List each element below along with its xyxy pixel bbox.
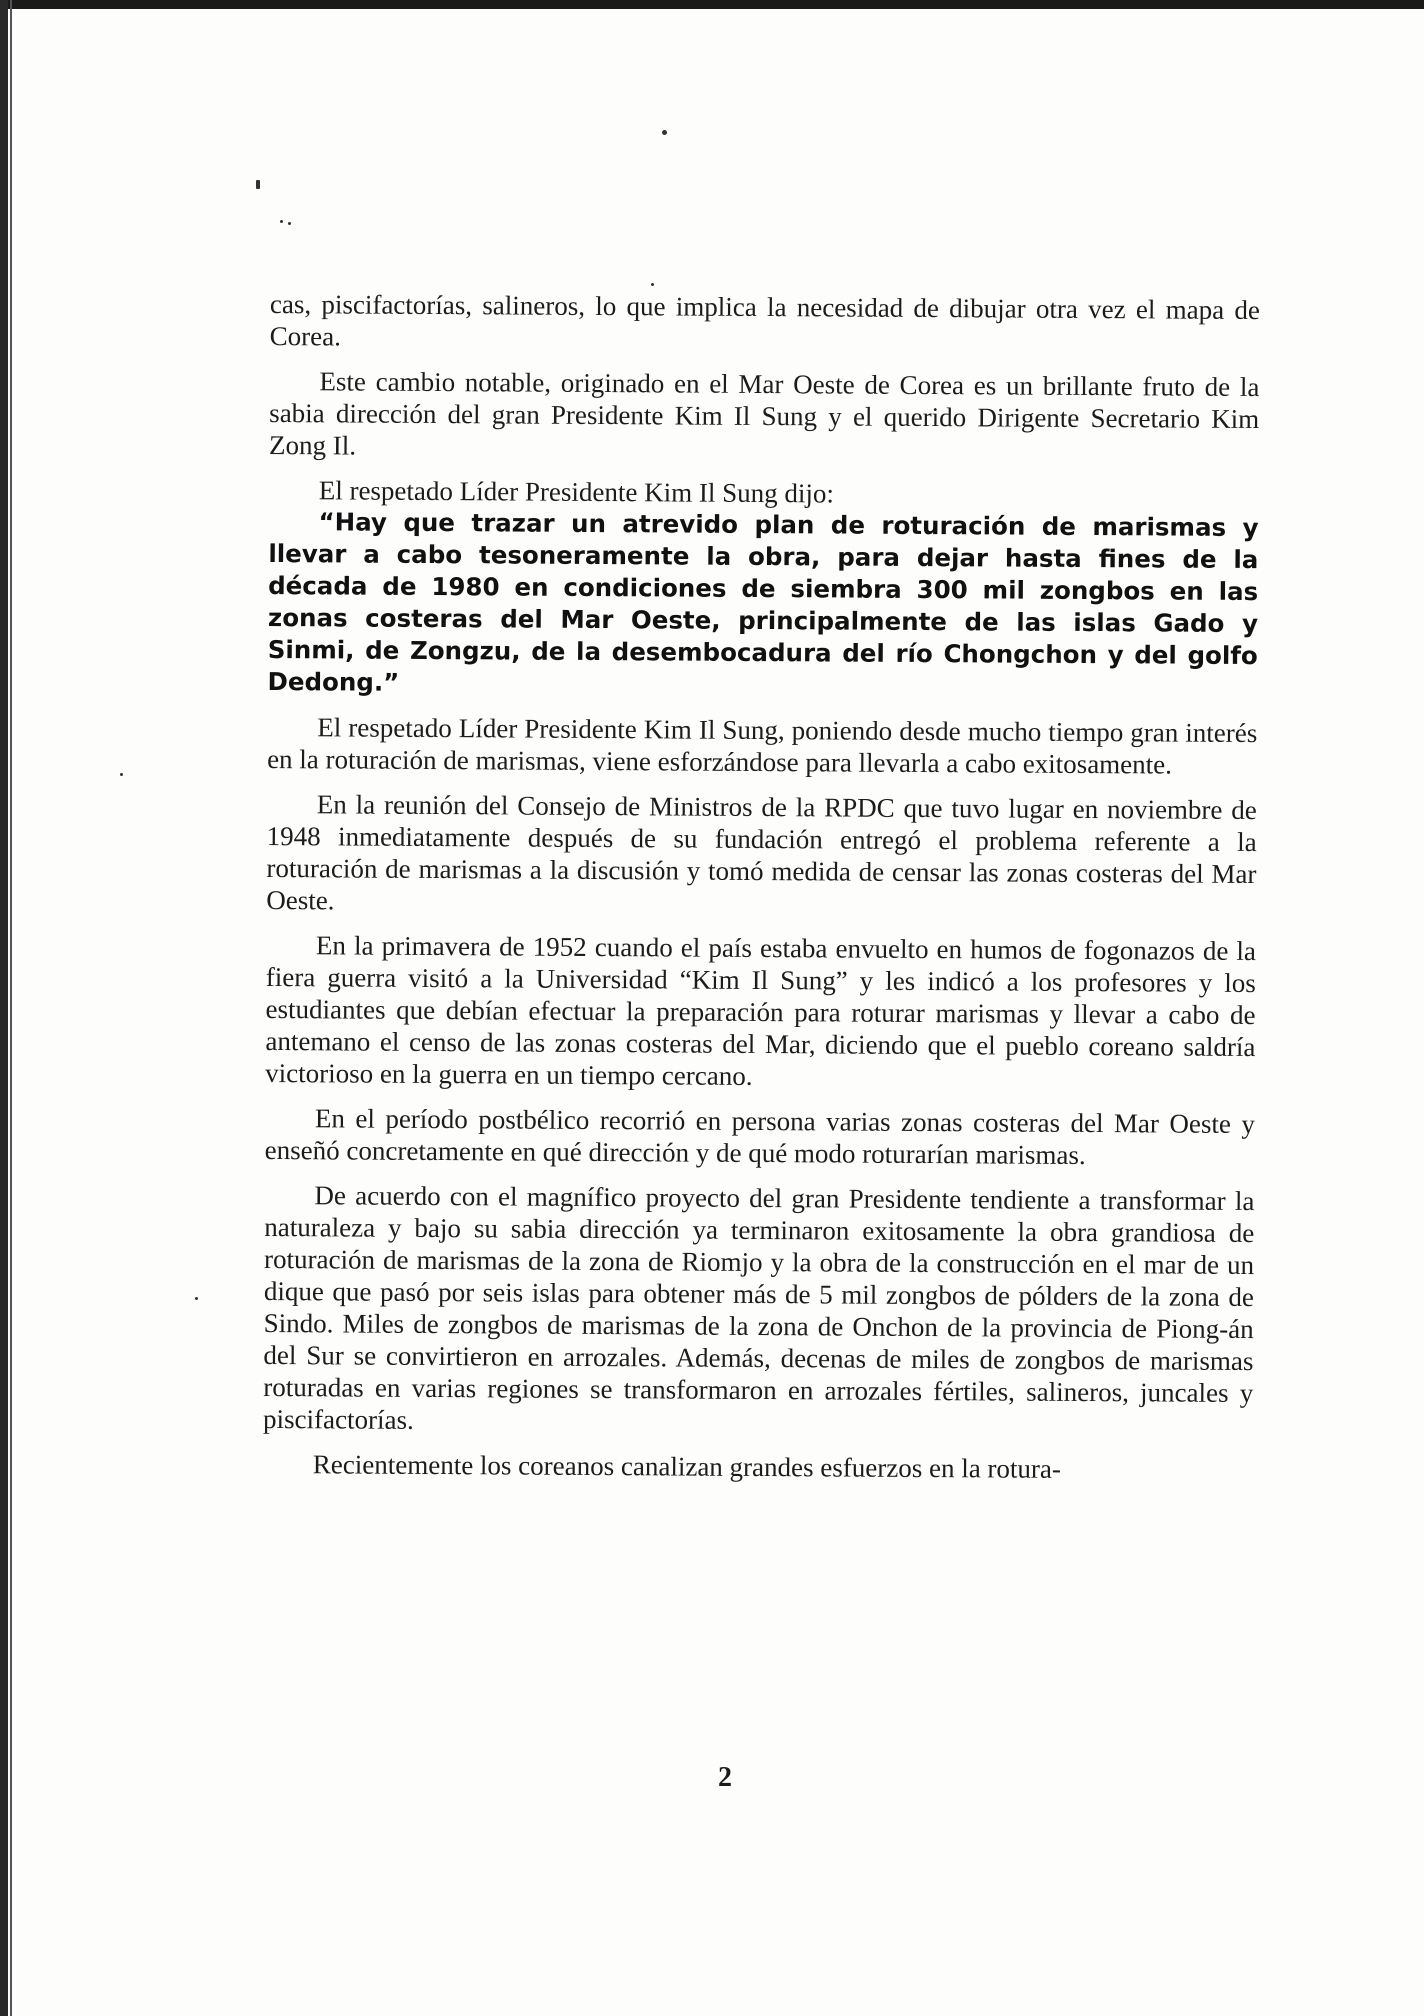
- scan-speck: [195, 1297, 198, 1300]
- page-number: 2: [718, 1762, 732, 1793]
- paragraph: Recientemente los coreanos canalizan grandes esfuerzos en la rotura-: [312, 1449, 1062, 1484]
- paragraph: Este cambio notable, originado en el Mar Oeste de Corea es un brillante fruto de la sabia dirección del gran Presidente Kim Il Sung y el querido Dirigente Secretario Kim Zong Il.: [268, 366, 1260, 461]
- scan-speck: [651, 283, 654, 286]
- scan-speck: [288, 222, 291, 225]
- paragraph: cas, piscifactorías, salineros, lo que implica la necesidad de dibujar otra vez el mapa de Corea.: [269, 288, 1260, 352]
- scan-border-left-inner: [10, 0, 12, 2016]
- scan-border-top: [0, 0, 1424, 9]
- scan-speck: [256, 180, 260, 189]
- paragraph: En la reunión del Consejo de Ministros de la RPDC que tuvo lugar en noviembre de 1948 inmediatamente después de su fundación entregó el problema referente a la roturación de marismas a la discusión y tomó medida de censar las zonas costeras del Mar Oeste.: [266, 789, 1257, 916]
- quotation: “Hay que trazar un atrevido plan de roturación de marismas y llevar a cabo tesoneramente la obra, para dejar hasta fines de la década de 1980 en condiciones de siembra 300 mil zongbos en las zonas costeras del Mar Oeste, principalmente de las islas Gado y Sinmi, de Zongzu, de la desembocadura del río Chongchon y del golfo Dedong.”: [267, 507, 1259, 697]
- scan-border-left: [0, 0, 8, 2016]
- paragraph: En el período postbélico recorrió en persona varias zonas costeras del Mar Oeste y enseñó concretamente en qué dirección y de qué modo roturarían marismas.: [264, 1103, 1256, 1170]
- scan-speck: [120, 773, 123, 776]
- quote-intro: El respetado Líder Presidente Kim Il Sung dijo:: [318, 475, 835, 509]
- body-text: [263, 288, 1260, 1499]
- paragraph: El respetado Líder Presidente Kim Il Sung, poniendo desde mucho tiempo gran interés en la roturación de marismas, viene esforzándose para llevarla a cabo exitosamente.: [267, 712, 1258, 780]
- paragraph: En la primavera de 1952 cuando el país estaba envuelto en humos de fogonazos de la fiera guerra visitó a la Universidad “Kim Il Sung” y les indicó a los profesores y los estudiantes que debían efectuar la preparación para roturar marismas y llevar a cabo de antemano el censo de las zonas costeras del Mar, diciendo que el pueblo coreano saldría victorioso en la guerra en un tiempo cercano.: [265, 930, 1257, 1091]
- paragraph: De acuerdo con el magnífico proyecto del gran Presidente tendiente a transformar la naturaleza y bajo su sabia dirección ya terminaron exitosamente la obra grandiosa de roturación de marismas de la zona de Riomjo y la obra de la construcción en el mar de un dique que pasó por seis islas para obtener más de 5 mil zongbos de pólders de la zona de Sindo. Miles de zongbos de marismas de la zona de Onchon de la provincia de Piong-án del Sur se convirtieron en arrozales. Además, decenas de miles de zongbos de marismas roturadas en varias regiones se transformaron en arrozales fértiles, salineros, juncales y piscifactorías.: [262, 1180, 1255, 1435]
- scan-speck: [662, 130, 667, 135]
- scan-speck: [280, 220, 283, 223]
